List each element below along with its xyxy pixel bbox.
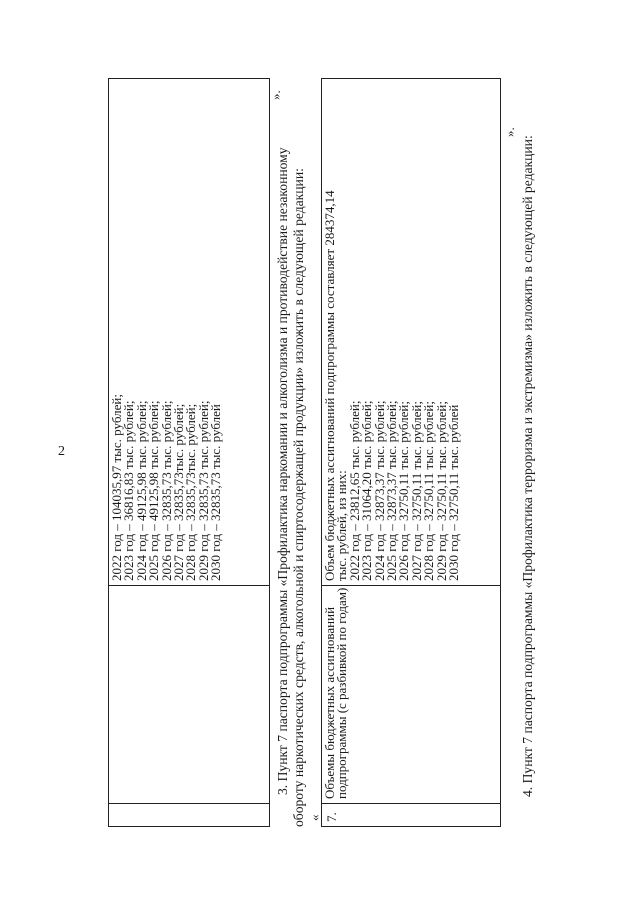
budget-year-line: 2022 год – 104035,97 тыс. рублей; [109,394,124,581]
paragraph-3-line-2: обороту наркотических средств, алкогольной и спиртосодержащей продукции» изложить в следующей редакции: [291,168,306,827]
closing-quote: ». [268,90,283,100]
budget-year-line: 2028 год – 32750,11 тыс. рублей; [421,401,437,581]
paragraph-3-line-1: 3. Пункт 7 паспорта подпрограммы «Профилактика наркомании и алкоголизма и противодействие незаконному [275,147,290,795]
budget-year-line: 2025 год – 32873,37 тыс. рублей; [384,400,400,581]
budget-year-line: 2027 год – 32750,11 тыс. рублей; [408,401,424,581]
budget-year-line: 2030 год – 32835,73 тыс. рублей [208,404,224,581]
closing-quote: ». [502,127,517,137]
page-number: 2 [58,444,65,459]
budget-year-line: 2024 год – 49125,98 тыс. рублей; [133,400,149,581]
item-number: 7. [324,812,339,822]
paragraph-4: 4. Пункт 7 паспорта подпрограммы «Профилактика терроризма и экстремизма» изложить в следующей редакции: [520,135,535,797]
budget-year-line: 2023 год – 31064,20 тыс. рублей; [359,400,375,581]
item-value-line: тыс. рублей, из них: [334,470,350,581]
budget-year-line: 2026 год – 32750,11 тыс. рублей; [396,401,412,581]
item-label-line: подпрограммы (с разбивкой по годам) [334,587,350,799]
budget-year-line: 2026 год – 32835,73 тыс. рублей; [158,400,174,581]
budget-year-line: 2029 год – 32835,73 тыс. рублей; [195,400,211,581]
budget-year-line: 2028 год – 32835,73тыс. рублей; [183,403,199,581]
opening-quote: « [307,814,322,821]
budget-table-continuation [108,78,270,827]
item-value-line: Объем бюджетных ассигнований подпрограммы составляет 284374,14 [322,190,337,581]
budget-year-line: 2025 год – 49125,98 тыс. рублей; [146,400,162,581]
budget-year-line: 2023 год – 36816,83 тыс. рублей; [121,400,137,581]
item-value [324,86,460,581]
budget-years-cell [111,86,223,581]
budget-table-item-7 [321,78,501,827]
budget-year-line: 2030 год – 32750,11 тыс. рублей [446,404,462,581]
item-label-line: Объемы бюджетных ассигнований [322,606,337,799]
budget-year-line: 2029 год – 32750,11 тыс. рублей; [433,401,449,581]
budget-year-line: 2027 год – 32835,73тыс. рублей; [171,403,187,581]
budget-year-line: 2022 год – 23812,65 тыс. рублей; [346,400,362,581]
item-label [324,589,349,799]
budget-year-line: 2024 год – 32873,37 тыс. рублей; [371,400,387,581]
